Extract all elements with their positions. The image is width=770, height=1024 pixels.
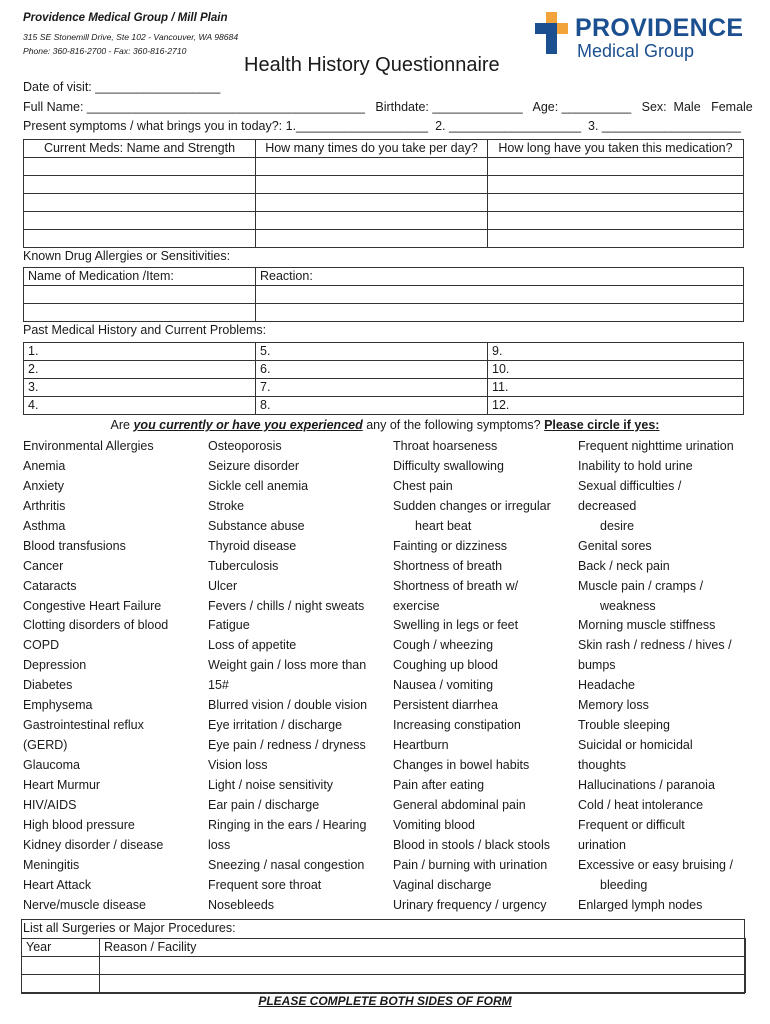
table-row[interactable] — [24, 176, 744, 194]
symptom-option[interactable]: thoughts — [578, 758, 626, 772]
symptom-option[interactable]: Hallucinations / paranoia — [578, 777, 715, 792]
history-cell[interactable]: 2. — [24, 361, 256, 379]
history-cell[interactable]: 12. — [488, 397, 744, 415]
allergy-header-item: Name of Medication /Item: — [24, 268, 256, 286]
symptoms-emphasis: you currently or have you experienced — [133, 418, 363, 432]
symptom-option[interactable]: Nausea / vomiting — [393, 678, 494, 693]
symptom-option[interactable]: Urinary frequency / urgency — [393, 897, 547, 912]
symptom-column-3 — [393, 437, 551, 916]
symptom-option[interactable]: Shortness of breath — [393, 558, 503, 573]
table-row[interactable] — [24, 286, 744, 304]
table-row[interactable] — [24, 194, 744, 212]
table-cell[interactable] — [24, 230, 256, 248]
table-row[interactable] — [24, 379, 744, 397]
symptom-option[interactable]: (GERD) — [23, 738, 68, 753]
symptom-option[interactable]: Memory loss — [578, 698, 649, 713]
table-row[interactable] — [22, 975, 746, 993]
surgeries-label: List all Surgeries or Major Procedures: — [23, 921, 236, 935]
clinic-name: Providence Medical Group / Mill Plain — [23, 12, 228, 24]
clinic-address: 315 SE Stonemill Drive, Ste 102 - Vancouver, WA 98684 — [23, 32, 239, 42]
symptom-option[interactable]: Vomiting blood — [393, 817, 476, 832]
symptom-option[interactable]: Morning muscle stiffness — [578, 618, 716, 633]
table-cell[interactable] — [256, 176, 488, 194]
symptom-option[interactable]: Heart Murmur — [23, 777, 101, 792]
symptom-option[interactable]: Headache — [578, 678, 635, 693]
history-cell[interactable]: 11. — [488, 379, 744, 397]
symptom-option[interactable]: Environmental Allergies — [23, 439, 154, 453]
table-cell[interactable] — [24, 176, 256, 194]
meds-header-frequency: How many times do you take per day? — [256, 140, 488, 158]
symptom-option[interactable]: Meningitis — [23, 857, 80, 872]
table-cell[interactable] — [24, 158, 256, 176]
symptoms-suffix: : — [655, 418, 660, 432]
allergies-table — [23, 267, 744, 322]
symptom-option[interactable]: Cold / heat intolerance — [578, 797, 704, 812]
symptom-option[interactable]: Asthma — [23, 518, 66, 533]
symptom-option[interactable]: Fainting or dizziness — [393, 538, 507, 553]
table-row[interactable] — [24, 304, 744, 322]
allergies-label: Known Drug Allergies or Sensitivities: — [23, 249, 231, 263]
table-cell[interactable] — [488, 158, 744, 176]
table-cell[interactable] — [256, 158, 488, 176]
symptom-option[interactable]: Frequent or difficult — [578, 817, 685, 832]
table-cell[interactable] — [22, 975, 100, 993]
symptom-option[interactable]: weakness — [600, 598, 656, 613]
symptom-option[interactable]: Blood transfusions — [23, 538, 126, 553]
symptoms-prefix: Are — [110, 418, 134, 432]
symptom-option[interactable]: Chest pain — [393, 478, 453, 493]
table-cell[interactable] — [256, 212, 488, 230]
table-row[interactable] — [24, 158, 744, 176]
symptom-option[interactable]: Clotting disorders of blood — [23, 618, 169, 633]
history-cell[interactable]: 7. — [256, 379, 488, 397]
symptom-option[interactable]: Thyroid disease — [208, 538, 297, 553]
symptom-option[interactable]: Anxiety — [23, 478, 64, 493]
symptom-option[interactable]: Eye irritation / discharge — [208, 718, 343, 733]
symptoms-instruction — [0, 418, 770, 432]
symptom-option[interactable]: bumps — [578, 658, 616, 673]
symptom-option[interactable]: Trouble sleeping — [578, 718, 670, 733]
symptom-option[interactable]: Genital sores — [578, 538, 652, 553]
name-birthdate-age-sex-row[interactable]: Full Name: ________________________________________ Birthdate: _____________ Age: __________ Sex: Male Female — [23, 100, 753, 114]
history-label: Past Medical History and Current Problems: — [23, 323, 267, 337]
providence-cross-logo-icon — [533, 10, 573, 56]
table-cell[interactable] — [488, 212, 744, 230]
symptom-option[interactable]: Muscle pain / cramps / — [578, 578, 704, 593]
table-row[interactable] — [24, 212, 744, 230]
symptom-option[interactable]: loss — [208, 837, 231, 852]
symptom-option[interactable]: Skin rash / redness / hives / — [578, 638, 732, 653]
symptom-option[interactable]: General abdominal pain — [393, 797, 526, 812]
table-header-row — [24, 268, 744, 286]
symptom-option[interactable]: Back / neck pain — [578, 558, 670, 573]
logo-subtitle: Medical Group — [577, 41, 695, 61]
symptom-option[interactable]: Ringing in the ears / Hearing — [208, 817, 367, 832]
symptom-option[interactable]: Swelling in legs or feet — [393, 618, 519, 633]
symptom-option[interactable]: Kidney disorder / disease — [23, 837, 164, 852]
symptom-option[interactable]: Inability to hold urine — [578, 458, 693, 473]
table-cell[interactable] — [24, 212, 256, 230]
circle-if-yes-instruction: Please circle if yes — [544, 418, 656, 432]
history-cell[interactable]: 10. — [488, 361, 744, 379]
history-cell[interactable]: 9. — [488, 343, 744, 361]
symptom-option[interactable]: Emphysema — [23, 698, 93, 713]
symptom-option[interactable]: Difficulty swallowing — [393, 458, 504, 473]
meds-header-name: Current Meds: Name and Strength — [24, 140, 256, 158]
page-title: Health History Questionnaire — [244, 54, 500, 76]
symptom-option[interactable]: Vaginal discharge — [393, 877, 492, 892]
history-cell[interactable]: 5. — [256, 343, 488, 361]
table-cell[interactable] — [24, 286, 256, 304]
date-of-visit-field[interactable]: Date of visit: __________________ — [23, 80, 221, 94]
symptom-option[interactable]: Nosebleeds — [208, 897, 275, 912]
table-cell[interactable] — [256, 304, 744, 322]
symptom-option[interactable]: Enlarged lymph nodes — [578, 897, 703, 912]
symptom-column-2 — [208, 437, 367, 916]
symptoms-middle: any of the following symptoms? — [362, 418, 545, 432]
symptom-option[interactable]: Persistent diarrhea — [393, 698, 498, 713]
table-cell[interactable] — [256, 286, 744, 304]
symptom-option[interactable]: Heartburn — [393, 738, 449, 753]
history-cell[interactable]: 1. — [24, 343, 256, 361]
symptom-option[interactable]: Osteoporosis — [208, 439, 282, 453]
footer-note: PLEASE COMPLETE BOTH SIDES OF FORM — [258, 994, 512, 1008]
symptom-option[interactable]: Stroke — [208, 498, 245, 513]
symptom-option[interactable]: Vision loss — [208, 758, 268, 772]
table-cell[interactable] — [22, 957, 100, 975]
symptom-option[interactable]: Sudden changes or irregular — [393, 498, 551, 513]
history-table — [23, 342, 744, 415]
symptom-option[interactable]: Sickle cell anemia — [208, 478, 309, 493]
symptom-option[interactable]: Gastrointestinal reflux — [23, 718, 144, 733]
symptom-option[interactable]: Substance abuse — [208, 518, 305, 533]
history-cell[interactable]: 4. — [24, 397, 256, 415]
table-header-row — [24, 140, 744, 158]
symptom-option[interactable]: Pain / burning with urination — [393, 857, 548, 872]
symptom-option[interactable]: Ulcer — [208, 578, 238, 593]
symptom-option[interactable]: Anemia — [23, 458, 66, 473]
history-cell[interactable]: 6. — [256, 361, 488, 379]
symptom-option[interactable]: High blood pressure — [23, 817, 135, 832]
symptom-option[interactable]: Suicidal or homicidal — [578, 738, 693, 753]
symptom-column-4 — [578, 437, 734, 916]
history-cell[interactable]: 8. — [256, 397, 488, 415]
symptom-option[interactable]: Congestive Heart Failure — [23, 598, 162, 613]
symptom-option[interactable]: Nerve/muscle disease — [23, 897, 146, 912]
table-row[interactable] — [24, 397, 744, 415]
symptom-option[interactable]: Frequent nighttime urination — [578, 439, 734, 453]
symptom-option[interactable]: exercise — [393, 598, 440, 613]
history-cell[interactable]: 3. — [24, 379, 256, 397]
present-symptoms-row[interactable]: Present symptoms / what brings you in today?: 1.___________________ 2. ___________________ 3. ____________________ — [23, 119, 741, 133]
table-cell[interactable] — [488, 194, 744, 212]
symptom-option[interactable]: Changes in bowel habits — [393, 758, 530, 772]
symptom-option[interactable]: Light / noise sensitivity — [208, 777, 334, 792]
symptom-option[interactable]: HIV/AIDS — [23, 797, 77, 812]
symptom-option[interactable]: Cough / wheezing — [393, 638, 494, 653]
surgeries-table — [21, 938, 746, 993]
table-cell[interactable] — [100, 957, 746, 975]
symptom-option[interactable]: Glaucoma — [23, 758, 80, 772]
allergy-header-reaction: Reaction: — [256, 268, 744, 286]
symptom-option[interactable]: urination — [578, 837, 626, 852]
symptom-option[interactable]: Blurred vision / double vision — [208, 698, 368, 713]
table-row[interactable] — [22, 957, 746, 975]
symptom-option[interactable]: Cataracts — [23, 578, 77, 593]
symptom-option[interactable]: Excessive or easy bruising / — [578, 857, 733, 872]
symptom-option[interactable]: Depression — [23, 658, 87, 673]
symptom-option[interactable]: 15# — [208, 678, 229, 693]
table-cell[interactable] — [24, 194, 256, 212]
meds-header-duration: How long have you taken this medication? — [488, 140, 744, 158]
table-cell[interactable] — [488, 230, 744, 248]
symptom-option[interactable]: Frequent sore throat — [208, 877, 322, 892]
symptom-option[interactable]: Shortness of breath w/ — [393, 578, 519, 593]
symptom-option[interactable]: Eye pain / redness / dryness — [208, 738, 366, 753]
symptom-option[interactable]: Arthritis — [23, 498, 66, 513]
table-cell[interactable] — [256, 194, 488, 212]
symptom-option[interactable]: Pain after eating — [393, 777, 485, 792]
symptom-option[interactable]: Diabetes — [23, 678, 73, 693]
symptom-option[interactable]: Fevers / chills / night sweats — [208, 598, 365, 613]
medications-table — [23, 139, 744, 248]
symptom-option[interactable]: COPD — [23, 638, 60, 653]
table-cell[interactable] — [100, 975, 746, 993]
symptom-option[interactable]: Sexual difficulties / — [578, 478, 682, 493]
symptom-option[interactable]: heart beat — [415, 518, 472, 533]
table-row[interactable] — [24, 230, 744, 248]
symptom-option[interactable]: Coughing up blood — [393, 658, 498, 673]
symptom-option[interactable]: Cancer — [23, 558, 64, 573]
symptom-option[interactable]: bleeding — [600, 877, 648, 892]
symptom-option[interactable]: Tuberculosis — [208, 558, 279, 573]
symptom-option[interactable]: Sneezing / nasal congestion — [208, 857, 365, 872]
symptom-option[interactable]: Weight gain / loss more than — [208, 658, 367, 673]
table-cell[interactable] — [24, 304, 256, 322]
symptom-option[interactable]: Seizure disorder — [208, 458, 300, 473]
symptom-column-1 — [23, 437, 168, 916]
symptom-option[interactable]: Ear pain / discharge — [208, 797, 320, 812]
symptom-option[interactable]: Throat hoarseness — [393, 439, 498, 453]
clinic-phone-fax: Phone: 360-816-2700 - Fax: 360-816-2710 — [23, 46, 187, 56]
symptom-option[interactable]: Heart Attack — [23, 877, 92, 892]
logo-wordmark: PROVIDENCE — [575, 14, 744, 42]
surgery-header-reason: Reason / Facility — [100, 939, 746, 957]
symptom-option[interactable]: Loss of appetite — [208, 638, 297, 653]
symptom-option[interactable]: decreased — [578, 498, 637, 513]
table-row[interactable] — [24, 343, 744, 361]
table-header-row — [22, 939, 746, 957]
symptom-option[interactable]: Blood in stools / black stools — [393, 837, 551, 852]
surgery-header-year: Year — [22, 939, 100, 957]
table-cell[interactable] — [256, 230, 488, 248]
symptom-option[interactable]: Increasing constipation — [393, 718, 521, 733]
table-cell[interactable] — [488, 176, 744, 194]
symptom-option[interactable]: desire — [600, 518, 635, 533]
table-row[interactable] — [24, 361, 744, 379]
symptom-option[interactable]: Fatigue — [208, 618, 250, 633]
